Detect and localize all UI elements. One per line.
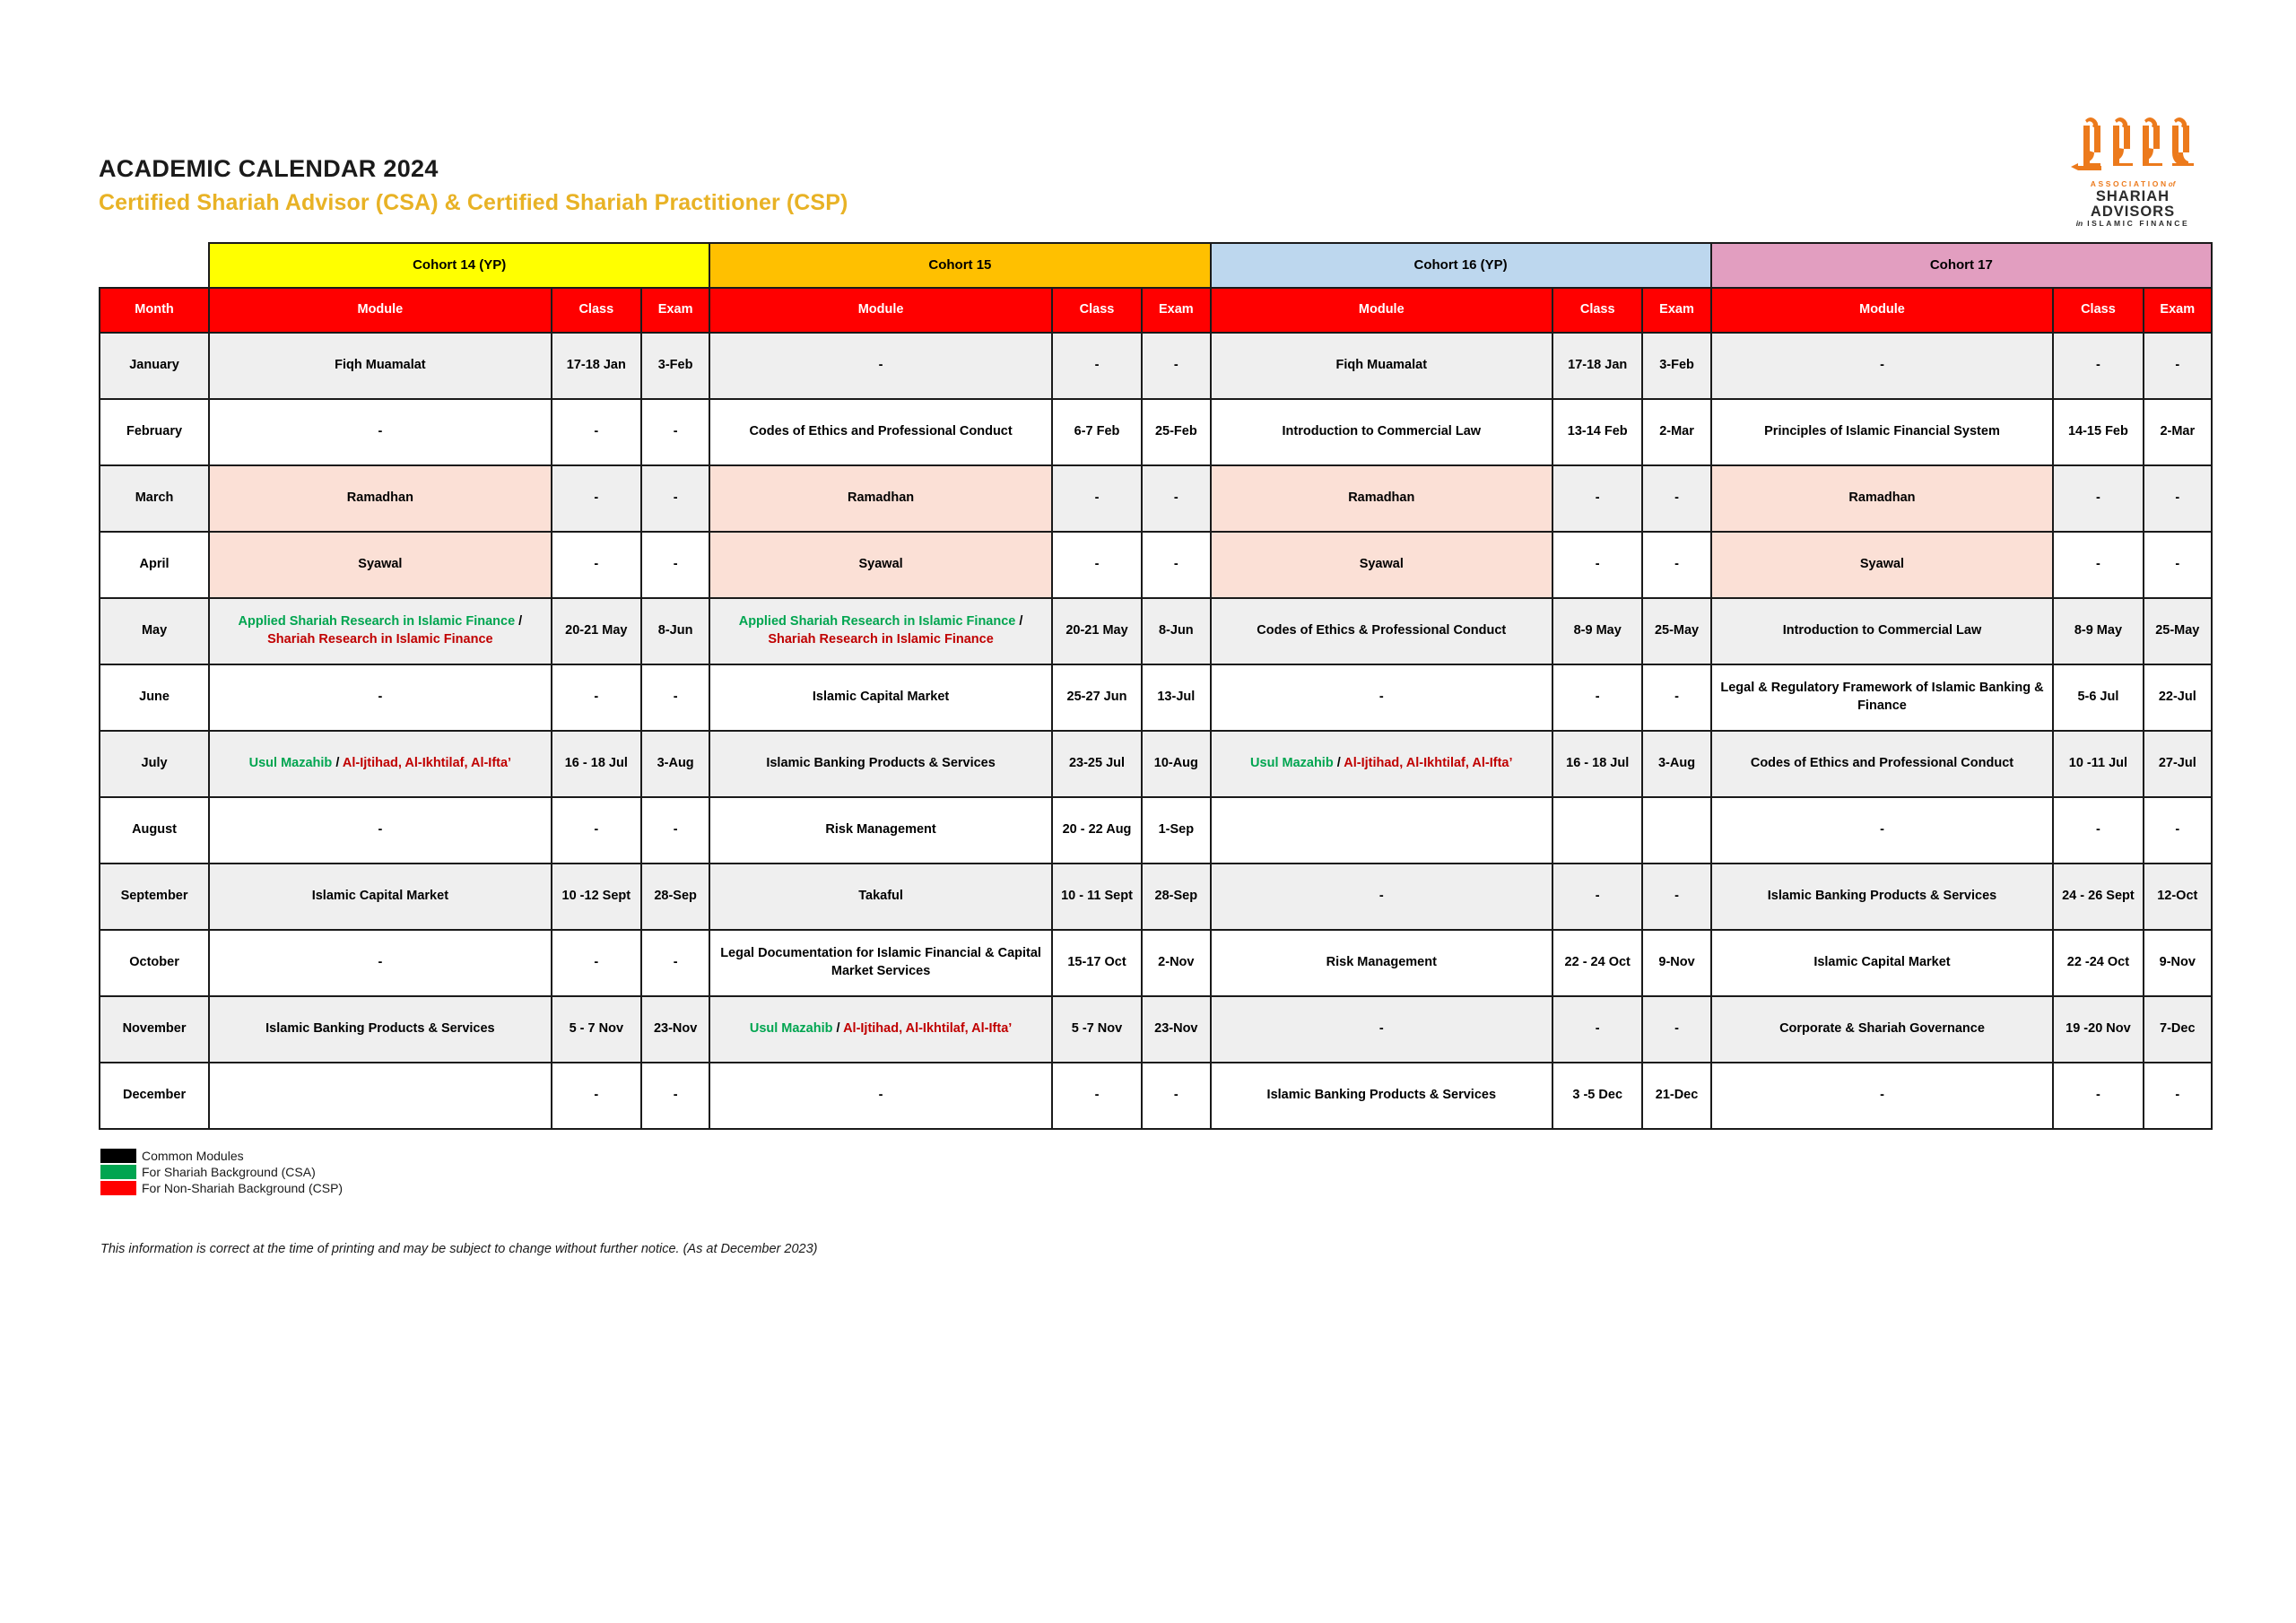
page-header: [99, 154, 2206, 218]
module-cell-c17-august: -: [1711, 797, 2054, 864]
table-row: [100, 598, 2212, 664]
column-header-module-c17: Module: [1711, 288, 2054, 333]
logo-line-1: [2052, 180, 2213, 188]
module-cell-c16-may: Codes of Ethics & Professional Conduct: [1211, 598, 1553, 664]
class-date-cell-c14-january: 17-18 Jan: [552, 333, 641, 399]
module-cell-c15-october: Legal Documentation for Islamic Financial & Capital Market Services: [709, 930, 1052, 996]
class-date-cell-c14-june: -: [552, 664, 641, 731]
class-date-cell-c17-december: -: [2053, 1063, 2143, 1129]
exam-date-cell-c15-december: -: [1142, 1063, 1210, 1129]
table-row: [100, 930, 2212, 996]
module-cell-c14-november: Islamic Banking Products & Services: [209, 996, 552, 1063]
module-cell-c14-march: Ramadhan: [209, 465, 552, 532]
exam-date-cell-c14-november: 23-Nov: [641, 996, 709, 1063]
module-cell-c14-january: Fiqh Muamalat: [209, 333, 552, 399]
class-date-cell-c15-august: 20 - 22 Aug: [1052, 797, 1142, 864]
exam-date-cell-c17-march: -: [2144, 465, 2212, 532]
module-cell-c17-march: Ramadhan: [1711, 465, 2054, 532]
class-date-cell-c16-september: -: [1552, 864, 1642, 930]
module-cell-c15-august: Risk Management: [709, 797, 1052, 864]
module-cell-c17-january: -: [1711, 333, 2054, 399]
legend-label-2: For Non-Shariah Background (CSP): [142, 1181, 344, 1195]
exam-date-cell-c17-september: 12-Oct: [2144, 864, 2212, 930]
exam-date-cell-c15-may: 8-Jun: [1142, 598, 1210, 664]
legend-swatch-0: [100, 1149, 136, 1163]
column-header-class-c16: Class: [1552, 288, 1642, 333]
exam-date-cell-c15-october: 2-Nov: [1142, 930, 1210, 996]
exam-date-cell-c17-july: 27-Jul: [2144, 731, 2212, 797]
exam-date-cell-c16-october: 9-Nov: [1642, 930, 1710, 996]
cohort-header-row: [100, 243, 2212, 288]
module-cell-c14-april: Syawal: [209, 532, 552, 598]
exam-date-cell-c14-february: -: [641, 399, 709, 465]
module-cell-c15-may: [709, 598, 1052, 664]
module-text-part: /: [1015, 614, 1023, 629]
module-text-part: /: [515, 614, 523, 629]
exam-date-cell-c16-february: 2-Mar: [1642, 399, 1710, 465]
module-cell-c15-september: Takaful: [709, 864, 1052, 930]
exam-date-cell-c15-november: 23-Nov: [1142, 996, 1210, 1063]
module-cell-c15-january: -: [709, 333, 1052, 399]
class-date-cell-c14-july: 16 - 18 Jul: [552, 731, 641, 797]
exam-date-cell-c17-august: -: [2144, 797, 2212, 864]
table-row: [100, 1063, 2212, 1129]
exam-date-cell-c15-march: -: [1142, 465, 1210, 532]
class-date-cell-c16-march: -: [1552, 465, 1642, 532]
exam-date-cell-c15-january: -: [1142, 333, 1210, 399]
calendar-table-wrapper: [99, 242, 2213, 1130]
cohort-header-14: Cohort 14 (YP): [209, 243, 709, 288]
class-date-cell-c15-april: -: [1052, 532, 1142, 598]
month-cell-august: August: [100, 797, 209, 864]
column-header-exam-c14: Exam: [641, 288, 709, 333]
exam-date-cell-c17-january: -: [2144, 333, 2212, 399]
exam-date-cell-c17-february: 2-Mar: [2144, 399, 2212, 465]
module-text-part: Usul Mazahib: [749, 1021, 833, 1037]
logo-association-word: ASSOCIATION: [2090, 179, 2169, 188]
module-cell-c17-november: Corporate & Shariah Governance: [1711, 996, 2054, 1063]
module-cell-c16-january: Fiqh Muamalat: [1211, 333, 1553, 399]
month-cell-january: January: [100, 333, 209, 399]
module-text-part: Al-Ijtihad, Al-Ikhtilaf, Al-Ifta’: [843, 1021, 1013, 1037]
module-text-part: Al-Ijtihad, Al-Ikhtilaf, Al-Ifta’: [342, 756, 512, 771]
exam-date-cell-c14-january: 3-Feb: [641, 333, 709, 399]
exam-date-cell-c16-november: -: [1642, 996, 1710, 1063]
module-cell-c15-june: Islamic Capital Market: [709, 664, 1052, 731]
class-date-cell-c16-november: -: [1552, 996, 1642, 1063]
class-date-cell-c15-november: 5 -7 Nov: [1052, 996, 1142, 1063]
cohort-header-16: Cohort 16 (YP): [1211, 243, 1711, 288]
asas-arabic-calligraphy-icon: [2066, 115, 2200, 179]
module-cell-c15-april: Syawal: [709, 532, 1052, 598]
module-cell-c14-october: -: [209, 930, 552, 996]
exam-date-cell-c16-december: 21-Dec: [1642, 1063, 1710, 1129]
logo-islamic-finance-word: ISLAMIC FINANCE: [2087, 219, 2190, 228]
exam-date-cell-c16-may: 25-May: [1642, 598, 1710, 664]
class-date-cell-c17-july: 10 -11 Jul: [2053, 731, 2143, 797]
module-text-part: /: [832, 1021, 844, 1037]
class-date-cell-c14-august: -: [552, 797, 641, 864]
legend-label-1: For Shariah Background (CSA): [142, 1165, 316, 1179]
column-header-module-c16: Module: [1211, 288, 1553, 333]
class-date-cell-c14-october: -: [552, 930, 641, 996]
exam-date-cell-c14-june: -: [641, 664, 709, 731]
column-header-class-c15: Class: [1052, 288, 1142, 333]
logo-of-word: of: [2168, 180, 2176, 188]
page-title: ACADEMIC CALENDAR 2024: [99, 155, 439, 182]
table-row: [100, 797, 2212, 864]
academic-calendar-table: [99, 242, 2213, 1130]
module-cell-c16-august: [1211, 797, 1553, 864]
logo-line-3: [2052, 220, 2213, 228]
class-date-cell-c15-june: 25-27 Jun: [1052, 664, 1142, 731]
class-date-cell-c16-january: 17-18 Jan: [1552, 333, 1642, 399]
class-date-cell-c14-december: -: [552, 1063, 641, 1129]
month-cell-march: March: [100, 465, 209, 532]
exam-date-cell-c17-april: -: [2144, 532, 2212, 598]
class-date-cell-c14-february: -: [552, 399, 641, 465]
class-date-cell-c15-october: 15-17 Oct: [1052, 930, 1142, 996]
module-cell-c14-june: -: [209, 664, 552, 731]
class-date-cell-c15-july: 23-25 Jul: [1052, 731, 1142, 797]
table-row: [100, 465, 2212, 532]
exam-date-cell-c14-october: -: [641, 930, 709, 996]
module-cell-c14-february: -: [209, 399, 552, 465]
exam-date-cell-c15-september: 28-Sep: [1142, 864, 1210, 930]
exam-date-cell-c17-june: 22-Jul: [2144, 664, 2212, 731]
month-cell-april: April: [100, 532, 209, 598]
class-date-cell-c16-february: 13-14 Feb: [1552, 399, 1642, 465]
exam-date-cell-c15-august: 1-Sep: [1142, 797, 1210, 864]
logo-line-2: SHARIAH ADVISORS: [2090, 188, 2176, 220]
module-cell-c17-february: Principles of Islamic Financial System: [1711, 399, 2054, 465]
exam-date-cell-c16-june: -: [1642, 664, 1710, 731]
footnote: This information is correct at the time of printing and may be subject to change without further notice. (As at December 2023): [100, 1242, 818, 1256]
module-cell-c16-july: [1211, 731, 1553, 797]
class-date-cell-c17-june: 5-6 Jul: [2053, 664, 2143, 731]
class-date-cell-c14-march: -: [552, 465, 641, 532]
module-text-part: Shariah Research in Islamic Finance: [267, 632, 493, 647]
exam-date-cell-c14-march: -: [641, 465, 709, 532]
column-header-exam-c17: Exam: [2144, 288, 2212, 333]
table-row: [100, 996, 2212, 1063]
module-cell-c14-may: [209, 598, 552, 664]
month-cell-november: November: [100, 996, 209, 1063]
exam-date-cell-c16-march: -: [1642, 465, 1710, 532]
module-text-part: Usul Mazahib: [1250, 756, 1334, 771]
class-date-cell-c16-may: 8-9 May: [1552, 598, 1642, 664]
class-date-cell-c16-october: 22 - 24 Oct: [1552, 930, 1642, 996]
class-date-cell-c16-july: 16 - 18 Jul: [1552, 731, 1642, 797]
exam-date-cell-c16-august: [1642, 797, 1710, 864]
class-date-cell-c15-february: 6-7 Feb: [1052, 399, 1142, 465]
exam-date-cell-c16-july: 3-Aug: [1642, 731, 1710, 797]
legend-swatch-1: [100, 1165, 136, 1179]
module-text-part: Usul Mazahib: [248, 756, 333, 771]
month-cell-february: February: [100, 399, 209, 465]
module-cell-c17-september: Islamic Banking Products & Services: [1711, 864, 2054, 930]
module-cell-c17-april: Syawal: [1711, 532, 2054, 598]
module-text-part: Applied Shariah Research in Islamic Finance: [238, 614, 516, 629]
class-date-cell-c17-november: 19 -20 Nov: [2053, 996, 2143, 1063]
exam-date-cell-c14-july: 3-Aug: [641, 731, 709, 797]
class-date-cell-c16-august: [1552, 797, 1642, 864]
module-cell-c15-july: Islamic Banking Products & Services: [709, 731, 1052, 797]
exam-date-cell-c14-may: 8-Jun: [641, 598, 709, 664]
exam-date-cell-c15-february: 25-Feb: [1142, 399, 1210, 465]
class-date-cell-c17-february: 14-15 Feb: [2053, 399, 2143, 465]
month-cell-september: September: [100, 864, 209, 930]
module-cell-c16-november: -: [1211, 996, 1553, 1063]
module-cell-c17-december: -: [1711, 1063, 2054, 1129]
module-text-part: Applied Shariah Research in Islamic Finance: [738, 614, 1016, 629]
cohort-header-15: Cohort 15: [709, 243, 1210, 288]
exam-date-cell-c16-january: 3-Feb: [1642, 333, 1710, 399]
column-header-module-c14: Module: [209, 288, 552, 333]
logo-in-word: in: [2075, 219, 2083, 228]
module-cell-c14-august: -: [209, 797, 552, 864]
module-cell-c15-march: Ramadhan: [709, 465, 1052, 532]
table-row: [100, 333, 2212, 399]
class-date-cell-c15-december: -: [1052, 1063, 1142, 1129]
table-row: [100, 731, 2212, 797]
class-date-cell-c17-october: 22 -24 Oct: [2053, 930, 2143, 996]
exam-date-cell-c14-december: -: [641, 1063, 709, 1129]
page-subtitle: Certified Shariah Advisor (CSA) & Certified Shariah Practitioner (CSP): [99, 190, 848, 216]
module-cell-c16-december: Islamic Banking Products & Services: [1211, 1063, 1553, 1129]
exam-date-cell-c14-august: -: [641, 797, 709, 864]
column-header-month: Month: [100, 288, 209, 333]
class-date-cell-c17-may: 8-9 May: [2053, 598, 2143, 664]
month-cell-may: May: [100, 598, 209, 664]
month-cell-october: October: [100, 930, 209, 996]
month-cell-june: June: [100, 664, 209, 731]
column-header-exam-c16: Exam: [1642, 288, 1710, 333]
module-cell-c17-july: Codes of Ethics and Professional Conduct: [1711, 731, 2054, 797]
legend-swatch-2: [100, 1181, 136, 1195]
module-cell-c17-may: Introduction to Commercial Law: [1711, 598, 2054, 664]
legend-item: [100, 1164, 343, 1180]
exam-date-cell-c17-november: 7-Dec: [2144, 996, 2212, 1063]
asas-logo: [2052, 115, 2213, 228]
class-date-cell-c17-september: 24 - 26 Sept: [2053, 864, 2143, 930]
exam-date-cell-c15-april: -: [1142, 532, 1210, 598]
class-date-cell-c14-may: 20-21 May: [552, 598, 641, 664]
module-cell-c16-april: Syawal: [1211, 532, 1553, 598]
module-text-part: Shariah Research in Islamic Finance: [768, 632, 994, 647]
column-header-exam-c15: Exam: [1142, 288, 1210, 333]
legend-item: [100, 1180, 343, 1196]
class-date-cell-c17-april: -: [2053, 532, 2143, 598]
module-cell-c14-december: [209, 1063, 552, 1129]
month-cell-july: July: [100, 731, 209, 797]
exam-date-cell-c15-july: 10-Aug: [1142, 731, 1210, 797]
class-date-cell-c14-november: 5 - 7 Nov: [552, 996, 641, 1063]
exam-date-cell-c15-june: 13-Jul: [1142, 664, 1210, 731]
exam-date-cell-c14-september: 28-Sep: [641, 864, 709, 930]
module-cell-c16-june: -: [1211, 664, 1553, 731]
exam-date-cell-c17-december: -: [2144, 1063, 2212, 1129]
module-text-part: /: [332, 756, 343, 771]
class-date-cell-c16-december: 3 -5 Dec: [1552, 1063, 1642, 1129]
module-cell-c16-february: Introduction to Commercial Law: [1211, 399, 1553, 465]
module-cell-c15-november: [709, 996, 1052, 1063]
column-header-class-c14: Class: [552, 288, 641, 333]
table-row: [100, 399, 2212, 465]
column-header-class-c17: Class: [2053, 288, 2143, 333]
class-date-cell-c14-april: -: [552, 532, 641, 598]
class-date-cell-c15-january: -: [1052, 333, 1142, 399]
class-date-cell-c17-march: -: [2053, 465, 2143, 532]
class-date-cell-c15-may: 20-21 May: [1052, 598, 1142, 664]
module-cell-c14-july: [209, 731, 552, 797]
table-row: [100, 864, 2212, 930]
legend: [100, 1148, 343, 1196]
class-date-cell-c17-january: -: [2053, 333, 2143, 399]
exam-date-cell-c17-may: 25-May: [2144, 598, 2212, 664]
exam-date-cell-c16-april: -: [1642, 532, 1710, 598]
module-text-part: Al-Ijtihad, Al-Ikhtilaf, Al-Ifta’: [1344, 756, 1513, 771]
module-cell-c17-june: Legal & Regulatory Framework of Islamic Banking & Finance: [1711, 664, 2054, 731]
logo-text: [2052, 180, 2213, 228]
class-date-cell-c14-september: 10 -12 Sept: [552, 864, 641, 930]
column-header-module-c15: Module: [709, 288, 1052, 333]
module-cell-c15-december: -: [709, 1063, 1052, 1129]
exam-date-cell-c14-april: -: [641, 532, 709, 598]
class-date-cell-c17-august: -: [2053, 797, 2143, 864]
module-text-part: /: [1333, 756, 1344, 771]
module-cell-c16-october: Risk Management: [1211, 930, 1553, 996]
table-row: [100, 664, 2212, 731]
legend-item: [100, 1148, 343, 1164]
class-date-cell-c15-march: -: [1052, 465, 1142, 532]
class-date-cell-c16-june: -: [1552, 664, 1642, 731]
class-date-cell-c16-april: -: [1552, 532, 1642, 598]
module-cell-c17-october: Islamic Capital Market: [1711, 930, 2054, 996]
cohort-row-spacer: [100, 243, 209, 288]
module-cell-c15-february: Codes of Ethics and Professional Conduct: [709, 399, 1052, 465]
legend-label-0: Common Modules: [142, 1149, 244, 1163]
month-cell-december: December: [100, 1063, 209, 1129]
exam-date-cell-c17-october: 9-Nov: [2144, 930, 2212, 996]
exam-date-cell-c16-september: -: [1642, 864, 1710, 930]
module-cell-c16-march: Ramadhan: [1211, 465, 1553, 532]
column-header-row: [100, 288, 2212, 333]
cohort-header-17: Cohort 17: [1711, 243, 2212, 288]
table-row: [100, 532, 2212, 598]
module-cell-c16-september: -: [1211, 864, 1553, 930]
class-date-cell-c15-september: 10 - 11 Sept: [1052, 864, 1142, 930]
module-cell-c14-september: Islamic Capital Market: [209, 864, 552, 930]
